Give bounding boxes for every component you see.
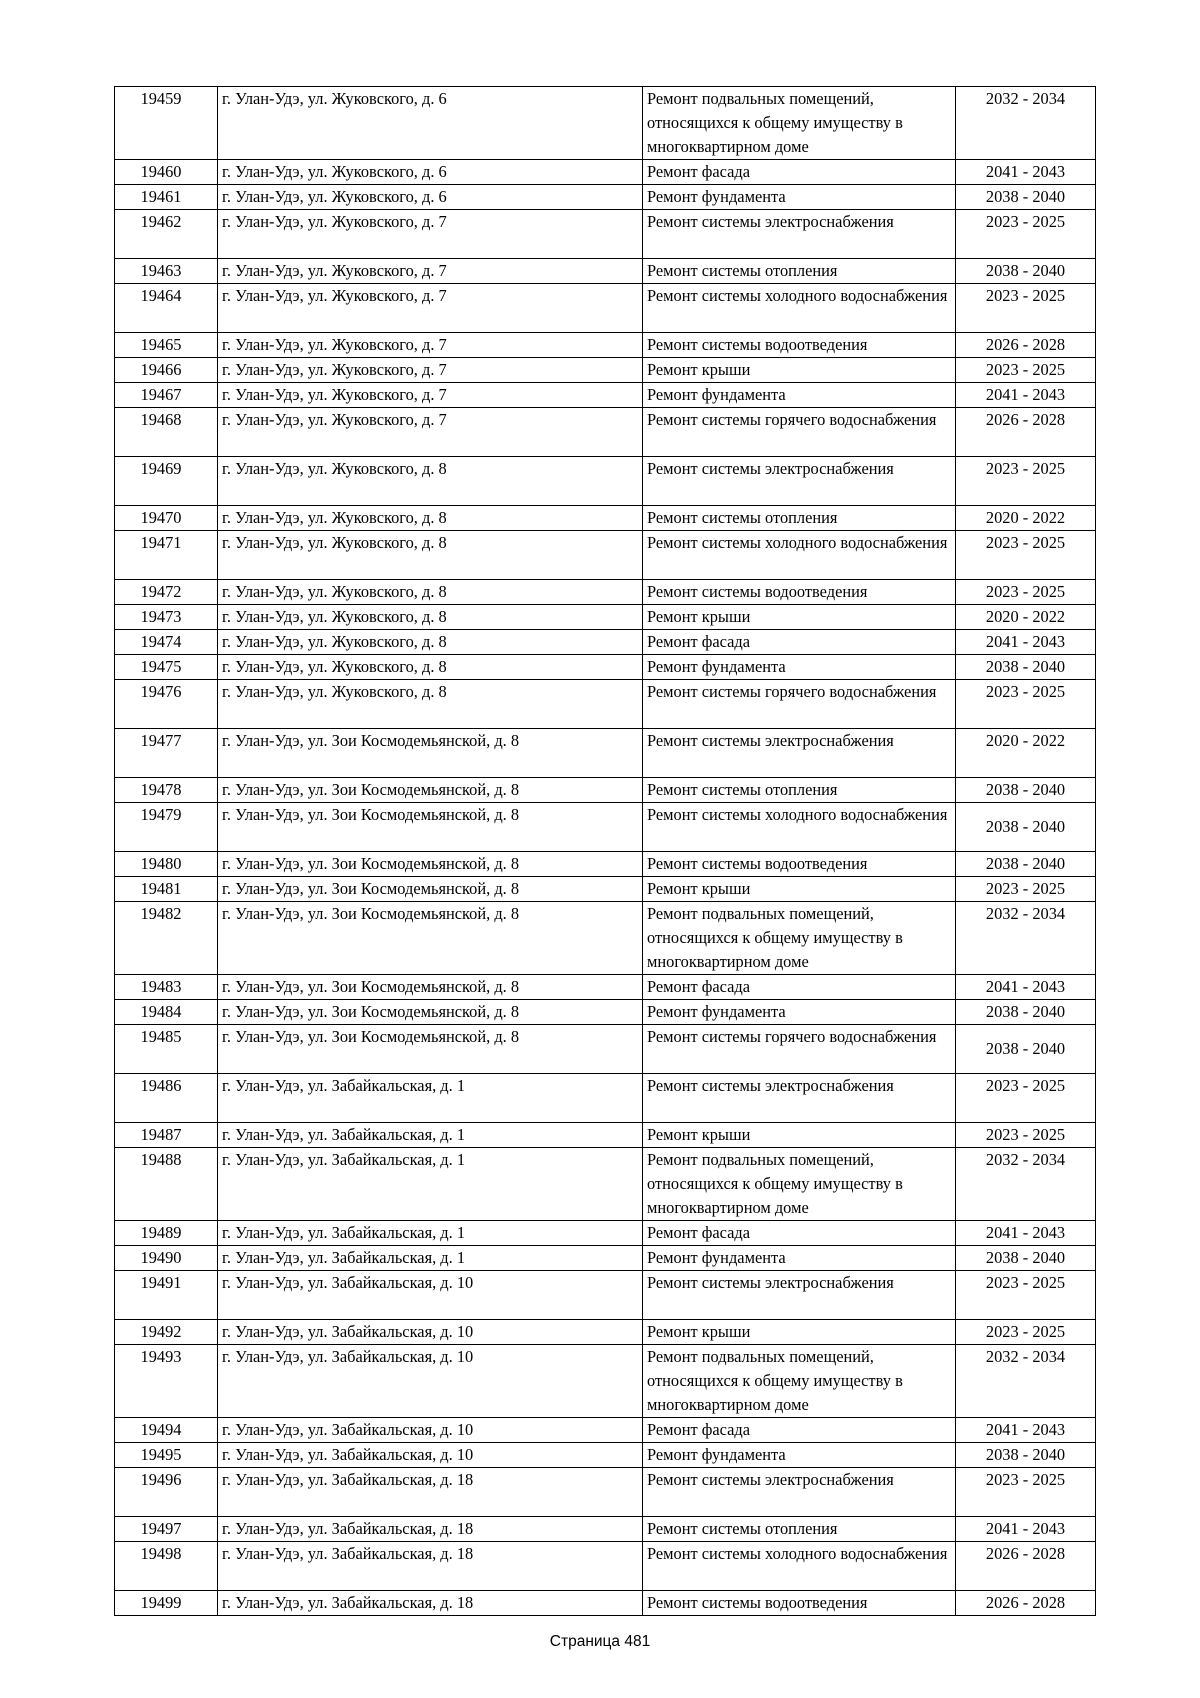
row-number: 19479 xyxy=(115,803,218,852)
row-number: 19497 xyxy=(115,1517,218,1542)
table-row xyxy=(115,877,1096,902)
row-address: г. Улан-Удэ, ул. Забайкальская, д. 1 xyxy=(218,1246,643,1271)
row-work: Ремонт системы водоотведения xyxy=(643,1591,956,1616)
row-address: г. Улан-Удэ, ул. Зои Космодемьянской, д. 8 xyxy=(218,852,643,877)
table-row xyxy=(115,1271,1096,1320)
table-row xyxy=(115,1320,1096,1345)
table-row xyxy=(115,210,1096,259)
row-work: Ремонт системы горячего водоснабжения xyxy=(643,408,956,457)
row-period: 2023 - 2025 xyxy=(956,877,1096,902)
row-number: 19468 xyxy=(115,408,218,457)
row-work: Ремонт системы водоотведения xyxy=(643,852,956,877)
row-address: г. Улан-Удэ, ул. Зои Космодемьянской, д. 8 xyxy=(218,975,643,1000)
table-row xyxy=(115,605,1096,630)
table-row xyxy=(115,1443,1096,1468)
row-address: г. Улан-Удэ, ул. Жуковского, д. 8 xyxy=(218,630,643,655)
row-period: 2038 - 2040 xyxy=(956,655,1096,680)
row-period: 2023 - 2025 xyxy=(956,680,1096,729)
row-work: Ремонт фасада xyxy=(643,1221,956,1246)
row-number: 19490 xyxy=(115,1246,218,1271)
table-row xyxy=(115,1418,1096,1443)
row-work: Ремонт системы электроснабжения xyxy=(643,1468,956,1517)
row-address: г. Улан-Удэ, ул. Жуковского, д. 8 xyxy=(218,580,643,605)
row-address: г. Улан-Удэ, ул. Жуковского, д. 6 xyxy=(218,160,643,185)
row-address: г. Улан-Удэ, ул. Забайкальская, д. 1 xyxy=(218,1148,643,1221)
row-address: г. Улан-Удэ, ул. Жуковского, д. 8 xyxy=(218,605,643,630)
row-period: 2023 - 2025 xyxy=(956,531,1096,580)
row-work: Ремонт системы холодного водоснабжения xyxy=(643,284,956,333)
row-address: г. Улан-Удэ, ул. Забайкальская, д. 1 xyxy=(218,1123,643,1148)
table-row xyxy=(115,1148,1096,1221)
row-period: 2032 - 2034 xyxy=(956,902,1096,975)
row-number: 19484 xyxy=(115,1000,218,1025)
row-period: 2023 - 2025 xyxy=(956,1271,1096,1320)
table-row xyxy=(115,1468,1096,1517)
row-period: 2032 - 2034 xyxy=(956,1148,1096,1221)
table-row xyxy=(115,803,1096,852)
row-number: 19480 xyxy=(115,852,218,877)
row-work: Ремонт фундамента xyxy=(643,185,956,210)
row-address: г. Улан-Удэ, ул. Жуковского, д. 7 xyxy=(218,284,643,333)
row-period: 2023 - 2025 xyxy=(956,284,1096,333)
table-row xyxy=(115,630,1096,655)
row-work: Ремонт системы водоотведения xyxy=(643,580,956,605)
row-address: г. Улан-Удэ, ул. Жуковского, д. 8 xyxy=(218,506,643,531)
table-row xyxy=(115,1074,1096,1123)
table-row xyxy=(115,655,1096,680)
row-work: Ремонт подвальных помещений, относящихся к общему имуществу в многоквартирном доме xyxy=(643,1345,956,1418)
row-period: 2020 - 2022 xyxy=(956,506,1096,531)
row-address: г. Улан-Удэ, ул. Зои Космодемьянской, д. 8 xyxy=(218,1000,643,1025)
row-number: 19496 xyxy=(115,1468,218,1517)
row-address: г. Улан-Удэ, ул. Жуковского, д. 7 xyxy=(218,358,643,383)
row-number: 19485 xyxy=(115,1025,218,1074)
row-work: Ремонт системы отопления xyxy=(643,506,956,531)
table-row xyxy=(115,1345,1096,1418)
row-period: 2023 - 2025 xyxy=(956,1123,1096,1148)
row-address: г. Улан-Удэ, ул. Забайкальская, д. 18 xyxy=(218,1542,643,1591)
row-period: 2026 - 2028 xyxy=(956,1542,1096,1591)
row-number: 19487 xyxy=(115,1123,218,1148)
table-row xyxy=(115,1591,1096,1616)
row-address: г. Улан-Удэ, ул. Забайкальская, д. 10 xyxy=(218,1271,643,1320)
row-period: 2038 - 2040 xyxy=(956,1246,1096,1271)
row-work: Ремонт подвальных помещений, относящихся к общему имуществу в многоквартирном доме xyxy=(643,902,956,975)
row-period: 2020 - 2022 xyxy=(956,605,1096,630)
row-number: 19488 xyxy=(115,1148,218,1221)
row-work: Ремонт системы электроснабжения xyxy=(643,1074,956,1123)
row-address: г. Улан-Удэ, ул. Зои Космодемьянской, д. 8 xyxy=(218,778,643,803)
row-work: Ремонт крыши xyxy=(643,1123,956,1148)
row-period: 2032 - 2034 xyxy=(956,87,1096,160)
row-work: Ремонт крыши xyxy=(643,877,956,902)
row-number: 19463 xyxy=(115,259,218,284)
row-number: 19461 xyxy=(115,185,218,210)
row-number: 19483 xyxy=(115,975,218,1000)
row-period: 2023 - 2025 xyxy=(956,580,1096,605)
table-row xyxy=(115,160,1096,185)
row-period: 2038 - 2040 xyxy=(956,852,1096,877)
row-period: 2023 - 2025 xyxy=(956,1320,1096,1345)
row-work: Ремонт системы отопления xyxy=(643,259,956,284)
row-number: 19481 xyxy=(115,877,218,902)
table-row xyxy=(115,580,1096,605)
row-period: 2023 - 2025 xyxy=(956,1074,1096,1123)
table-row xyxy=(115,1000,1096,1025)
row-number: 19472 xyxy=(115,580,218,605)
row-number: 19469 xyxy=(115,457,218,506)
row-number: 19467 xyxy=(115,383,218,408)
row-address: г. Улан-Удэ, ул. Забайкальская, д. 10 xyxy=(218,1320,643,1345)
row-address: г. Улан-Удэ, ул. Забайкальская, д. 10 xyxy=(218,1418,643,1443)
row-address: г. Улан-Удэ, ул. Забайкальская, д. 1 xyxy=(218,1074,643,1123)
row-period: 2041 - 2043 xyxy=(956,630,1096,655)
row-period: 2026 - 2028 xyxy=(956,1591,1096,1616)
row-address: г. Улан-Удэ, ул. Жуковского, д. 8 xyxy=(218,680,643,729)
row-number: 19482 xyxy=(115,902,218,975)
row-work: Ремонт системы отопления xyxy=(643,1517,956,1542)
row-number: 19477 xyxy=(115,729,218,778)
row-number: 19486 xyxy=(115,1074,218,1123)
row-number: 19474 xyxy=(115,630,218,655)
table-row xyxy=(115,284,1096,333)
row-address: г. Улан-Удэ, ул. Жуковского, д. 7 xyxy=(218,259,643,284)
row-work: Ремонт фундамента xyxy=(643,655,956,680)
table-row xyxy=(115,778,1096,803)
row-period: 2041 - 2043 xyxy=(956,975,1096,1000)
row-number: 19470 xyxy=(115,506,218,531)
table-row xyxy=(115,1123,1096,1148)
row-work: Ремонт фасада xyxy=(643,975,956,1000)
row-period: 2032 - 2034 xyxy=(956,1345,1096,1418)
row-number: 19476 xyxy=(115,680,218,729)
row-work: Ремонт системы электроснабжения xyxy=(643,1271,956,1320)
row-address: г. Улан-Удэ, ул. Забайкальская, д. 10 xyxy=(218,1443,643,1468)
row-number: 19499 xyxy=(115,1591,218,1616)
row-work: Ремонт системы горячего водоснабжения xyxy=(643,1025,956,1074)
row-period: 2041 - 2043 xyxy=(956,1221,1096,1246)
row-work: Ремонт системы электроснабжения xyxy=(643,729,956,778)
row-work: Ремонт подвальных помещений, относящихся к общему имуществу в многоквартирном доме xyxy=(643,87,956,160)
table-row xyxy=(115,680,1096,729)
table-row xyxy=(115,1246,1096,1271)
row-address: г. Улан-Удэ, ул. Жуковского, д. 7 xyxy=(218,408,643,457)
table-row xyxy=(115,408,1096,457)
table-row xyxy=(115,506,1096,531)
row-number: 19494 xyxy=(115,1418,218,1443)
page-number: Страница 481 xyxy=(549,1633,651,1650)
table-body xyxy=(115,87,1096,1616)
row-work: Ремонт системы холодного водоснабжения xyxy=(643,803,956,852)
row-work: Ремонт подвальных помещений, относящихся к общему имуществу в многоквартирном доме xyxy=(643,1148,956,1221)
row-number: 19493 xyxy=(115,1345,218,1418)
row-address: г. Улан-Удэ, ул. Жуковского, д. 7 xyxy=(218,383,643,408)
table-row xyxy=(115,975,1096,1000)
row-address: г. Улан-Удэ, ул. Забайкальская, д. 18 xyxy=(218,1517,643,1542)
row-number: 19471 xyxy=(115,531,218,580)
row-work: Ремонт фундамента xyxy=(643,383,956,408)
row-work: Ремонт крыши xyxy=(643,358,956,383)
row-number: 19495 xyxy=(115,1443,218,1468)
table-row xyxy=(115,259,1096,284)
row-number: 19491 xyxy=(115,1271,218,1320)
row-work: Ремонт крыши xyxy=(643,1320,956,1345)
table-row xyxy=(115,1517,1096,1542)
row-number: 19465 xyxy=(115,333,218,358)
row-period: 2041 - 2043 xyxy=(956,1517,1096,1542)
row-address: г. Улан-Удэ, ул. Жуковского, д. 6 xyxy=(218,87,643,160)
row-period: 2026 - 2028 xyxy=(956,408,1096,457)
repair-schedule-table xyxy=(114,86,1096,1616)
row-number: 19466 xyxy=(115,358,218,383)
row-number: 19459 xyxy=(115,87,218,160)
row-work: Ремонт фундамента xyxy=(643,1246,956,1271)
row-period: 2041 - 2043 xyxy=(956,383,1096,408)
row-address: г. Улан-Удэ, ул. Зои Космодемьянской, д. 8 xyxy=(218,1025,643,1074)
table-row xyxy=(115,185,1096,210)
row-number: 19460 xyxy=(115,160,218,185)
row-work: Ремонт фундамента xyxy=(643,1443,956,1468)
row-period: 2041 - 2043 xyxy=(956,160,1096,185)
table-row xyxy=(115,1025,1096,1074)
row-period: 2026 - 2028 xyxy=(956,333,1096,358)
table-row xyxy=(115,729,1096,778)
row-address: г. Улан-Удэ, ул. Жуковского, д. 8 xyxy=(218,457,643,506)
row-address: г. Улан-Удэ, ул. Жуковского, д. 6 xyxy=(218,185,643,210)
row-work: Ремонт системы водоотведения xyxy=(643,333,956,358)
row-number: 19475 xyxy=(115,655,218,680)
row-address: г. Улан-Удэ, ул. Жуковского, д. 8 xyxy=(218,531,643,580)
table-row xyxy=(115,531,1096,580)
row-period: 2038 - 2040 xyxy=(956,185,1096,210)
row-period: 2023 - 2025 xyxy=(956,210,1096,259)
row-work: Ремонт системы холодного водоснабжения xyxy=(643,531,956,580)
row-period: 2041 - 2043 xyxy=(956,1418,1096,1443)
row-work: Ремонт системы горячего водоснабжения xyxy=(643,680,956,729)
row-period: 2038 - 2040 xyxy=(956,1025,1096,1074)
row-work: Ремонт системы электроснабжения xyxy=(643,457,956,506)
table-row xyxy=(115,902,1096,975)
row-address: г. Улан-Удэ, ул. Зои Космодемьянской, д. 8 xyxy=(218,729,643,778)
row-period: 2023 - 2025 xyxy=(956,1468,1096,1517)
row-work: Ремонт системы холодного водоснабжения xyxy=(643,1542,956,1591)
row-period: 2038 - 2040 xyxy=(956,1000,1096,1025)
row-address: г. Улан-Удэ, ул. Жуковского, д. 7 xyxy=(218,210,643,259)
row-period: 2023 - 2025 xyxy=(956,358,1096,383)
row-address: г. Улан-Удэ, ул. Забайкальская, д. 1 xyxy=(218,1221,643,1246)
table-row xyxy=(115,87,1096,160)
table-row xyxy=(115,852,1096,877)
row-period: 2038 - 2040 xyxy=(956,259,1096,284)
table-row xyxy=(115,333,1096,358)
row-period: 2020 - 2022 xyxy=(956,729,1096,778)
table-row xyxy=(115,383,1096,408)
row-address: г. Улан-Удэ, ул. Жуковского, д. 7 xyxy=(218,333,643,358)
row-address: г. Улан-Удэ, ул. Зои Космодемьянской, д. 8 xyxy=(218,877,643,902)
row-period: 2038 - 2040 xyxy=(956,803,1096,852)
row-number: 19498 xyxy=(115,1542,218,1591)
row-work: Ремонт крыши xyxy=(643,605,956,630)
row-work: Ремонт фундамента xyxy=(643,1000,956,1025)
row-number: 19489 xyxy=(115,1221,218,1246)
row-work: Ремонт системы электроснабжения xyxy=(643,210,956,259)
row-number: 19462 xyxy=(115,210,218,259)
row-work: Ремонт фасада xyxy=(643,630,956,655)
table-row xyxy=(115,457,1096,506)
row-address: г. Улан-Удэ, ул. Забайкальская, д. 18 xyxy=(218,1591,643,1616)
row-work: Ремонт системы отопления xyxy=(643,778,956,803)
row-address: г. Улан-Удэ, ул. Жуковского, д. 8 xyxy=(218,655,643,680)
row-period: 2038 - 2040 xyxy=(956,1443,1096,1468)
row-address: г. Улан-Удэ, ул. Зои Космодемьянской, д. 8 xyxy=(218,902,643,975)
row-number: 19464 xyxy=(115,284,218,333)
row-period: 2038 - 2040 xyxy=(956,778,1096,803)
row-work: Ремонт фасада xyxy=(643,160,956,185)
row-number: 19492 xyxy=(115,1320,218,1345)
row-number: 19478 xyxy=(115,778,218,803)
row-work: Ремонт фасада xyxy=(643,1418,956,1443)
table-row xyxy=(115,1221,1096,1246)
row-address: г. Улан-Удэ, ул. Зои Космодемьянской, д. 8 xyxy=(218,803,643,852)
table-row xyxy=(115,358,1096,383)
row-number: 19473 xyxy=(115,605,218,630)
row-period: 2023 - 2025 xyxy=(956,457,1096,506)
table-row xyxy=(115,1542,1096,1591)
row-address: г. Улан-Удэ, ул. Забайкальская, д. 10 xyxy=(218,1345,643,1418)
row-address: г. Улан-Удэ, ул. Забайкальская, д. 18 xyxy=(218,1468,643,1517)
